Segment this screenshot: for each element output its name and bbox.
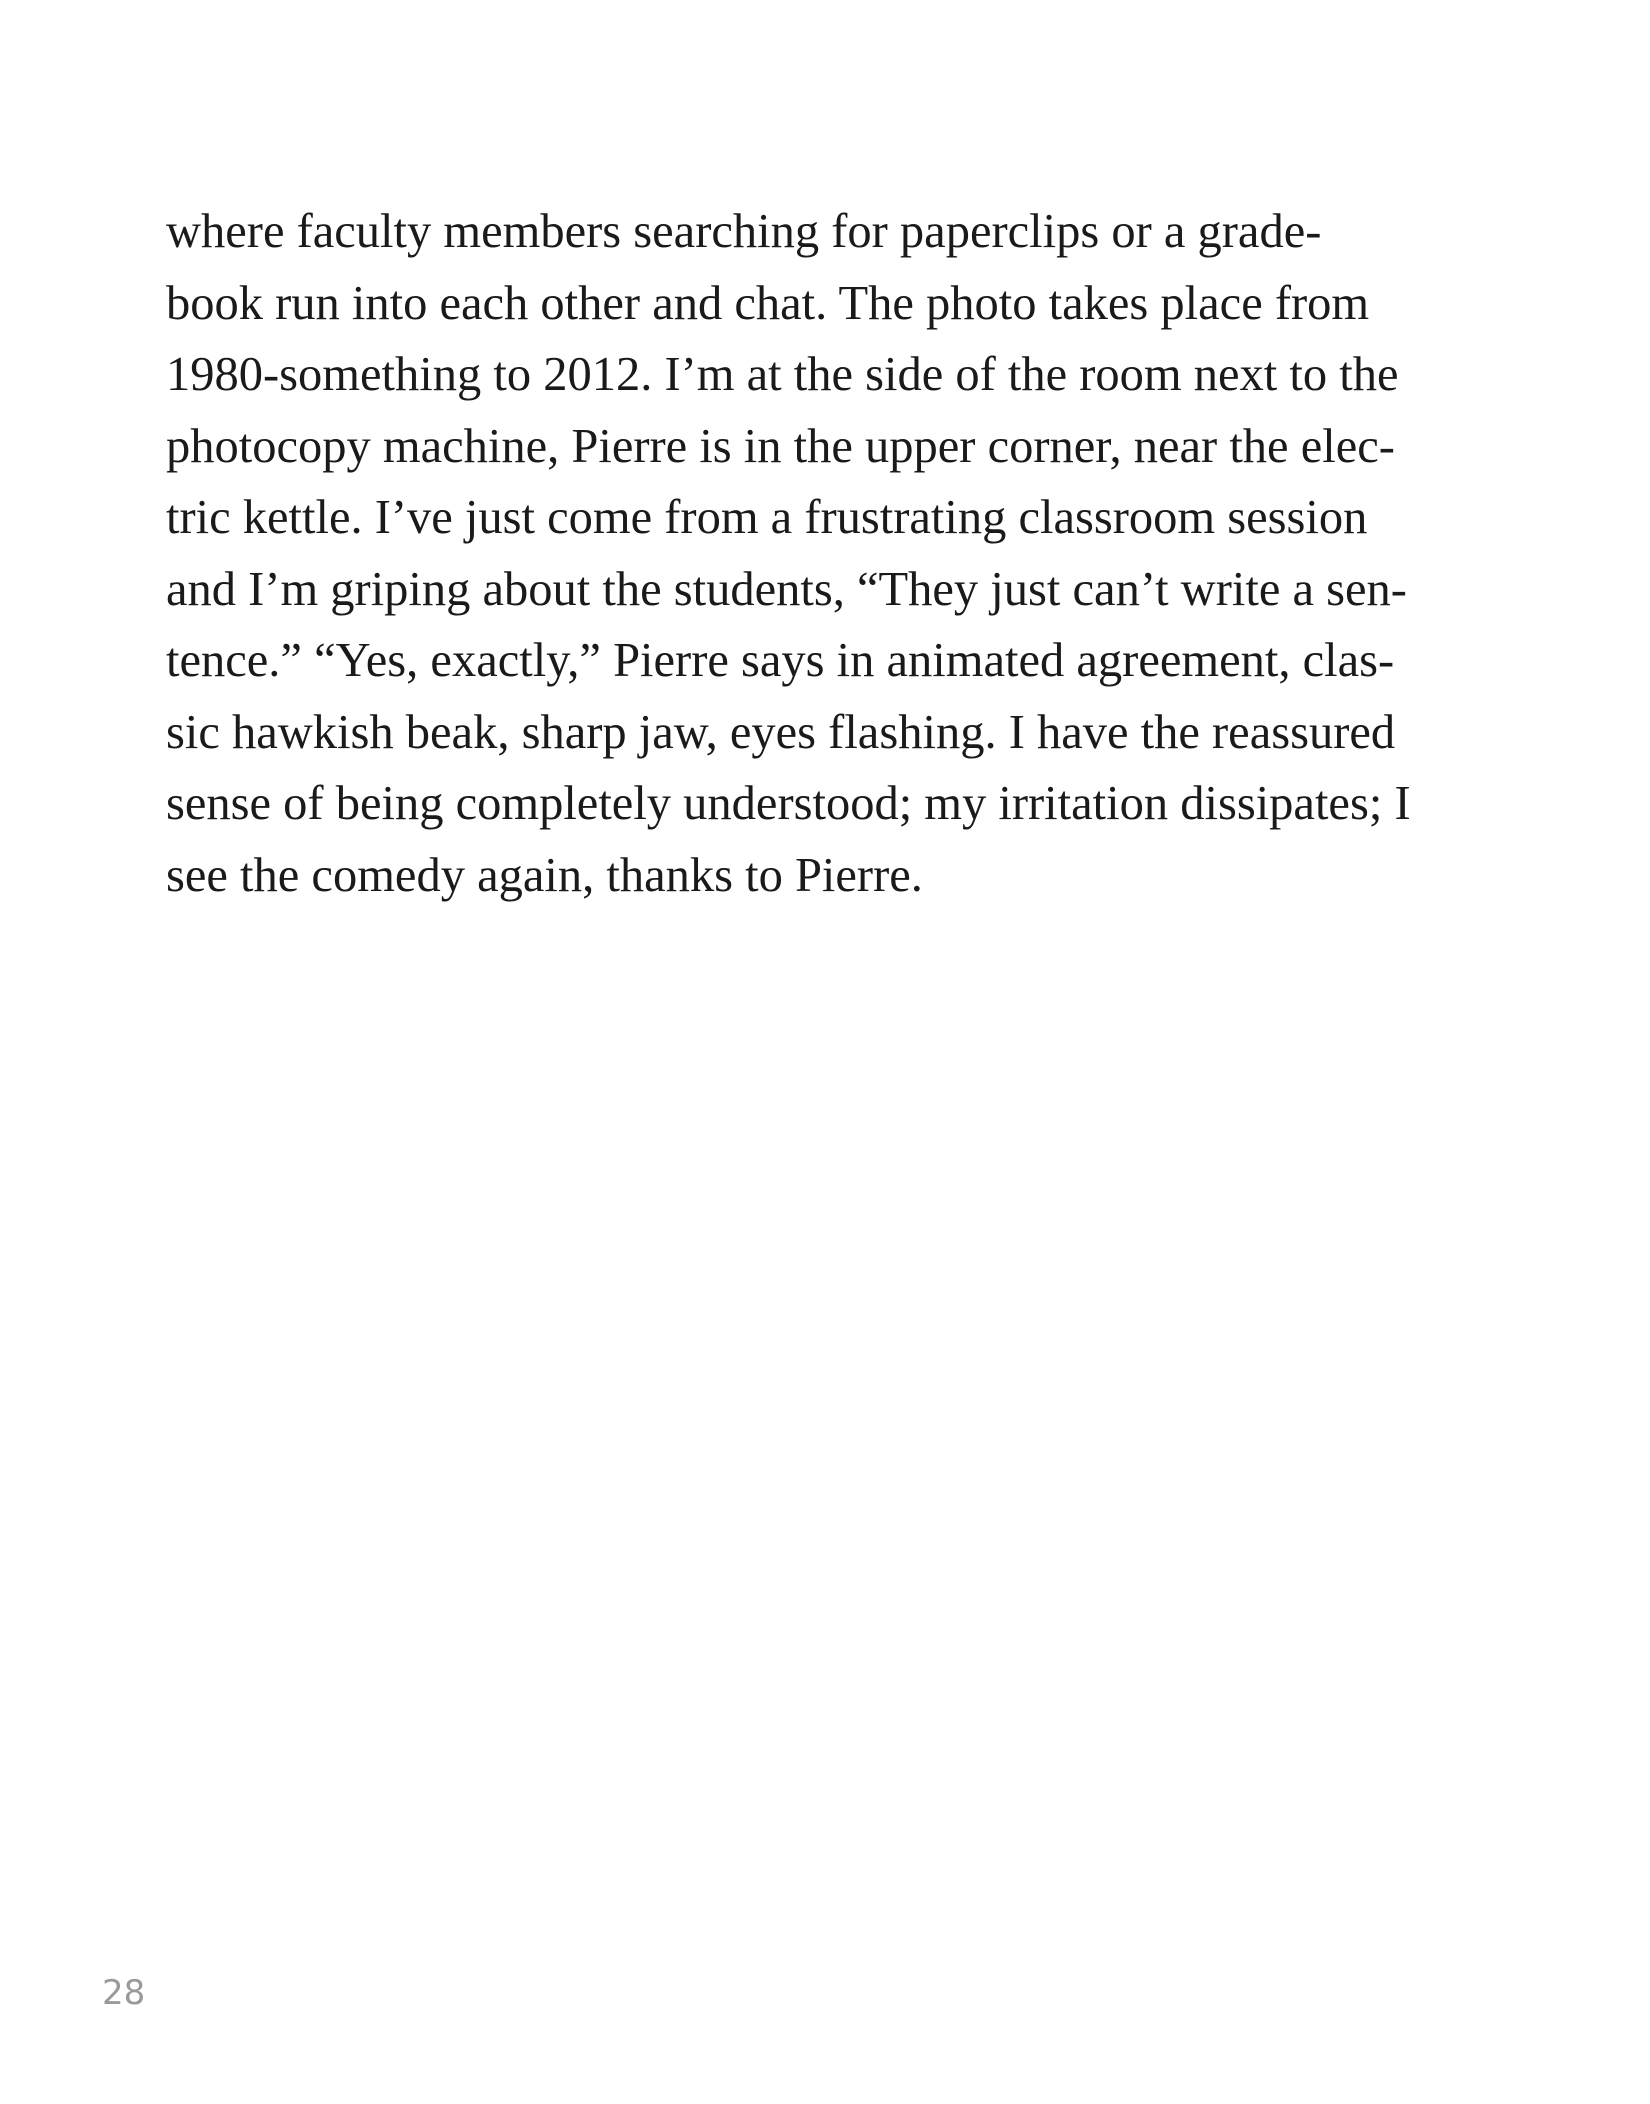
text-line: photocopy machine, Pierre is in the upper corner, near the elec-	[166, 419, 1395, 473]
text-line: see the comedy again, thanks to Pierre.	[166, 848, 923, 902]
text-line: tence.” “Yes, exactly,” Pierre says in animated agreement, clas-	[166, 634, 1395, 687]
body-paragraph	[166, 196, 1506, 911]
text-line: book run into each other and chat. The photo takes place from	[166, 276, 1370, 330]
text-line: sic hawkish beak, sharp jaw, eyes flashing. I have the reassured	[166, 705, 1396, 759]
text-line: where faculty members searching for paperclips or a grade-	[166, 205, 1322, 258]
text-line: sense of being completely understood; my irritation dissipates; I	[166, 777, 1411, 830]
text-line: tric kettle. I’ve just come from a frustrating classroom session	[166, 491, 1368, 544]
text-line: 1980-something to 2012. I’m at the side of the room next to the	[166, 348, 1399, 401]
page-number: 28	[102, 1973, 146, 2013]
text-line: and I’m griping about the students, “They just can’t write a sen-	[166, 562, 1407, 616]
